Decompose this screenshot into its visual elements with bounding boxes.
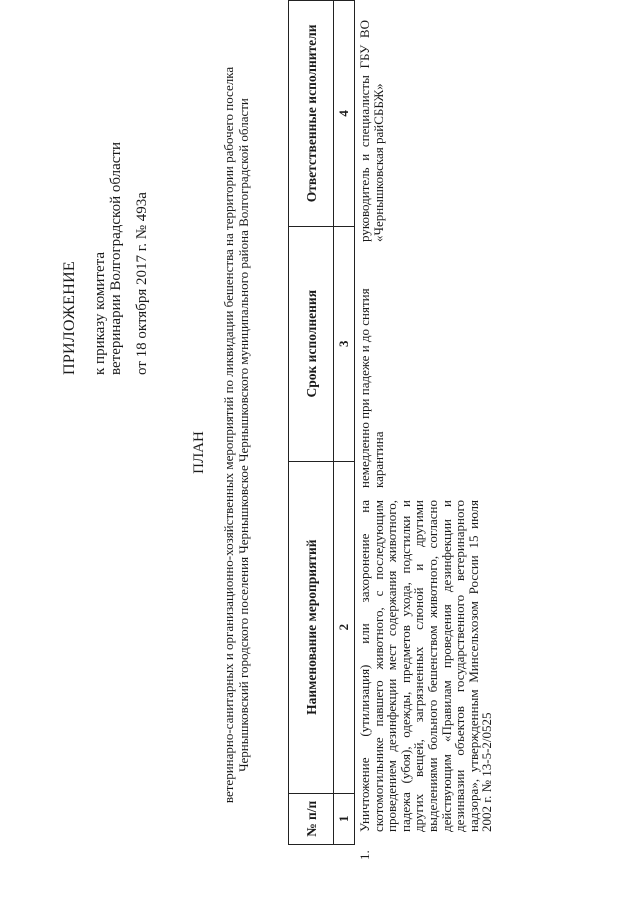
row-number: 1. [357,850,372,860]
appendix-date: от 18 октября 2017 г. № 493а [134,192,150,375]
column-number: 4 [334,1,355,227]
header-number: № п/п [289,793,334,844]
row-executors: руководитель и специалисты ГБУ ВО «Чернышковская райСББЖ» [357,20,386,242]
column-number: 3 [334,226,355,461]
column-number: 2 [334,461,355,793]
plan-title: ПЛАН [191,431,207,474]
header-measures: Наименование мероприятий [289,461,334,793]
table-column-numbers-row [334,1,355,845]
table-row [358,20,494,860]
plan-subtitle: ветеринарно-санитарных и организационно-хозяйственных мероприятий по ликвидации бешенства на территории рабочего поселка Чернышковский городского поселения Чернышковское Чернышковского муниципального района Волгоградской области [221,66,251,804]
header-executors: Ответственные исполнители [289,1,334,227]
table-body [358,20,494,860]
appendix-title: ПРИЛОЖЕНИЕ [61,260,78,375]
row-measure: Уничтожение (утилизация) или захоронение на скотомогильнике павшего животного, с последующим проведением дезинфекции мест содержания животного, падежа (убоя), одежды, предметов ухода, подстилки и других вещей, загрязненных слюной и другими выделениями больного бешенством животного, согласно действующим «Правилам проведения дезинфекции и дезинвазии объектов государственного ветеринарного надзора», утвержденным Минсельхозом России 15 июля 2002 г. № 13-5-2/0525 [357,500,495,832]
row-term: немедленно при падеже и до снятия карантина [357,288,386,488]
appendix-line: ветеринарии Волгоградской области [108,142,124,375]
appendix-line: к приказу комитета [92,251,108,375]
plan-table [288,0,355,845]
header-term: Срок исполнения [289,226,334,461]
table-header-row [289,1,334,845]
appendix-block [62,55,150,375]
column-number: 1 [334,793,355,844]
